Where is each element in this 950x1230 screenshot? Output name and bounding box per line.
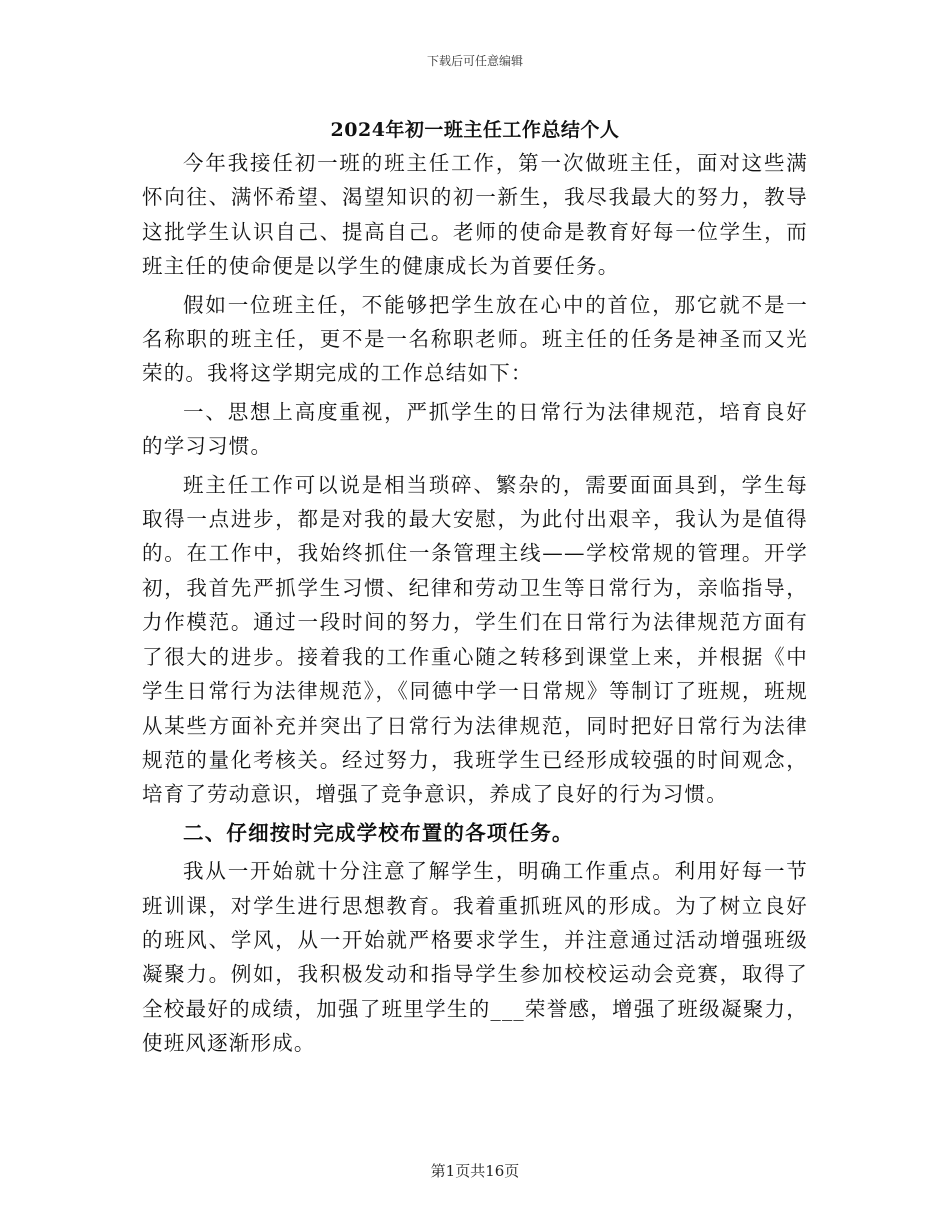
paragraph-class-spirit: 我从一开始就十分注意了解学生，明确工作重点。利用好每一节班训课，对学生进行思想教育。我着重抓班风的形成。为了树立良好的班风、学风，从一开始就严格要求学生，并注意通过活动增强班级凝聚力。例如，我积极发动和指导学生参加校校运动会竞赛，取得了全校最好的成绩，加强了班里学生的___荣誉感，增强了班级凝聚力，使班风逐渐形成。 [142,859,808,1056]
paragraph-section-one-heading: 一、思想上高度重视，严抓学生的日常行为法律规范，培育良好的学习习惯。 [142,399,808,459]
paragraph-intro: 今年我接任初一班的班主任工作，第一次做班主任，面对这些满怀向往、满怀希望、渴望知识的初一新生，我尽我最大的努力，教导这批学生认识自己、提高自己。老师的使命是教育好每一位学生，而班主任的使命便是以学生的健康成长为首要任务。 [142,151,808,279]
document-body [142,146,808,1065]
paragraph-section-two-heading: 二、仔细按时完成学校布置的各项任务。 [183,820,574,845]
page-number: 第1页共16页 [430,1162,520,1180]
document-title: 2024年初一班主任工作总结个人 [330,119,620,141]
paragraph-daily-management: 班主任工作可以说是相当琐碎、繁杂的，需要面面具到，学生每取得一点进步，都是对我的最大安慰，为此付出艰辛，我认为是值得的。在工作中，我始终抓住一条管理主线——学校常规的管理。开学初，我首先严抓学生习惯、纪律和劳动卫生等日常行为，亲临指导，力作模范。通过一段时间的努力，学生们在日常行为法律规范方面有了很大的进步。接着我的工作重心随之转移到课堂上来，并根据《中学生日常行为法律规范》，《同德中学一日常规》等制订了班规，班规从某些方面补充并突出了日常行为法律规范，同时把好日常行为法律规范的量化考核关。经过努力，我班学生已经形成较强的时间观念，培育了劳动意识，增强了竞争意识，养成了良好的行为习惯。 [142,472,808,807]
paragraph-role: 假如一位班主任，不能够把学生放在心中的首位，那它就不是一名称职的班主任，更不是一名称职老师。班主任的任务是神圣而又光荣的。我将这学期完成的工作总结如下： [142,292,808,386]
page-header-note: 下载后可任意编辑 [426,54,523,68]
